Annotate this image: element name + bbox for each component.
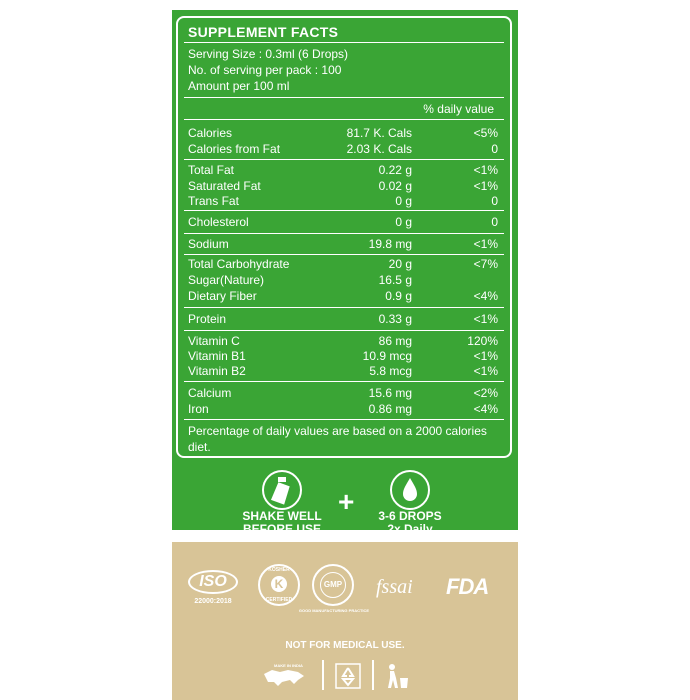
iso-logo xyxy=(188,570,242,606)
nutrient-amount: 20 g xyxy=(388,257,412,271)
nutrient-name: Sugar(Nature) xyxy=(188,273,265,287)
nutrient-amount: 0.86 mg xyxy=(368,402,412,416)
fssai-logo: fssai xyxy=(376,576,413,598)
nutrient-row xyxy=(188,364,498,379)
nutrient-dv: <1% xyxy=(473,179,498,193)
nutrient-row xyxy=(188,194,498,209)
nutrient-row xyxy=(188,402,498,417)
nutrient-name: Vitamin B2 xyxy=(188,364,246,378)
nutrient-amount: 0 g xyxy=(395,194,412,208)
nutrient-row xyxy=(188,163,498,178)
divider xyxy=(184,233,504,234)
lion-icon xyxy=(260,662,308,688)
nutrient-name: Iron xyxy=(188,402,209,416)
divider xyxy=(184,210,504,211)
nutrient-dv: <1% xyxy=(473,163,498,177)
nutrient-row xyxy=(188,386,498,401)
gmp-logo xyxy=(298,564,370,613)
footnote: Percentage of daily values are based on a 2000 calories diet. xyxy=(188,424,487,454)
iso-number: 22000:2018 xyxy=(194,598,232,605)
nutrient-row xyxy=(188,257,498,272)
nutrient-name: Calories xyxy=(188,126,233,140)
nutrient-name: Protein xyxy=(188,312,227,326)
nutrient-dv: <1% xyxy=(473,312,498,326)
nutrient-name: Cholesterol xyxy=(188,215,249,229)
fda-logo: FDA xyxy=(446,574,489,599)
nutrient-dv: <1% xyxy=(473,237,498,251)
nutrient-row xyxy=(188,142,498,157)
daily-value-header: % daily value xyxy=(423,102,494,116)
drops-line1: 3-6 DROPS xyxy=(378,509,442,523)
divider xyxy=(184,97,504,98)
divider xyxy=(184,307,504,308)
certification-strip xyxy=(172,542,518,700)
divider xyxy=(322,660,324,690)
nutrient-amount: 0 g xyxy=(395,215,412,229)
divider xyxy=(184,330,504,331)
kosher-top-text: KOSHER xyxy=(268,567,290,573)
nutrient-name: Total Fat xyxy=(188,163,235,177)
nutrient-amount: 5.8 mcg xyxy=(369,364,412,378)
supplement-facts-box xyxy=(176,16,512,458)
nutrient-name: Total Carbohydrate xyxy=(188,257,290,271)
recycle-icon xyxy=(334,662,362,690)
kosher-letter: K xyxy=(271,576,287,592)
nutrient-dv: <5% xyxy=(473,126,498,140)
divider xyxy=(184,159,504,160)
nutrient-amount: 16.5 g xyxy=(378,273,412,287)
nutrient-name: Vitamin B1 xyxy=(188,349,246,363)
trash-person-icon xyxy=(384,662,412,690)
gmp-mark: GMP xyxy=(320,572,346,598)
drops-line2: 2x Daily xyxy=(387,522,433,536)
nutrient-dv: <7% xyxy=(473,257,498,271)
nutrient-row xyxy=(188,289,498,304)
nutrient-dv: 120% xyxy=(467,334,498,348)
drop-icon xyxy=(390,470,430,510)
nutrient-name: Calcium xyxy=(188,386,232,400)
nutrient-row xyxy=(188,273,498,288)
iso-mark: ISO xyxy=(188,570,238,594)
nutrient-row xyxy=(188,334,498,349)
nutrient-amount: 0.02 g xyxy=(378,179,412,193)
shake-line1: SHAKE WELL xyxy=(242,509,322,523)
nutrient-row xyxy=(188,349,498,364)
usage-instructions xyxy=(172,470,518,536)
divider xyxy=(184,42,504,43)
nutrient-row xyxy=(188,179,498,194)
kosher-bottom-text: CERTIFIED xyxy=(265,597,293,603)
divider xyxy=(184,381,504,382)
medical-notice: NOT FOR MEDICAL USE. xyxy=(285,640,405,651)
nutrient-dv: <1% xyxy=(473,349,498,363)
nutrient-name: Calories from Fat xyxy=(188,142,281,156)
nutrient-amount: 2.03 K. Cals xyxy=(346,142,412,156)
nutrient-amount: 86 mg xyxy=(378,334,412,348)
facts-title: SUPPLEMENT FACTS xyxy=(188,24,339,40)
nutrient-row xyxy=(188,126,498,141)
nutrient-row xyxy=(188,312,498,327)
nutrient-amount: 15.6 mg xyxy=(368,386,412,400)
bottle-icon xyxy=(262,470,302,510)
nutrient-dv: 0 xyxy=(491,194,498,208)
nutrient-dv: <4% xyxy=(473,402,498,416)
nutrient-amount: 0.22 g xyxy=(378,163,412,177)
nutrient-dv: <2% xyxy=(473,386,498,400)
nutrient-dv: 0 xyxy=(491,142,498,156)
kosher-logo xyxy=(258,564,300,606)
nutrient-amount: 19.8 mg xyxy=(368,237,412,251)
nutrient-dv: 0 xyxy=(491,215,498,229)
nutrient-row xyxy=(188,237,498,252)
gmp-ring-text: GOOD MANUFACTURING PRACTICE xyxy=(298,608,370,613)
servings-per-pack: No. of serving per pack : 100 xyxy=(188,63,342,77)
nutrient-dv: <1% xyxy=(473,364,498,378)
plus-sign: + xyxy=(338,486,355,517)
divider xyxy=(184,119,504,120)
serving-size: Serving Size : 0.3ml (6 Drops) xyxy=(188,47,349,61)
nutrient-amount: 0.33 g xyxy=(378,312,412,326)
divider xyxy=(184,419,504,420)
shake-line2: BEFORE USE xyxy=(242,522,321,536)
make-in-india-text: MAKE IN INDIA xyxy=(274,663,303,668)
nutrient-name: Vitamin C xyxy=(188,334,240,348)
nutrient-dv: <4% xyxy=(473,289,498,303)
nutrient-amount: 10.9 mcg xyxy=(362,349,412,363)
nutrient-name: Dietary Fiber xyxy=(188,289,257,303)
amount-per: Amount per 100 ml xyxy=(188,79,290,93)
nutrient-name: Sodium xyxy=(188,237,229,251)
divider xyxy=(184,254,504,255)
nutrient-row xyxy=(188,215,498,230)
nutrient-name: Saturated Fat xyxy=(188,179,261,193)
nutrient-name: Trans Fat xyxy=(188,194,239,208)
nutrient-amount: 81.7 K. Cals xyxy=(346,126,412,140)
divider xyxy=(372,660,374,690)
nutrient-amount: 0.9 g xyxy=(385,289,412,303)
